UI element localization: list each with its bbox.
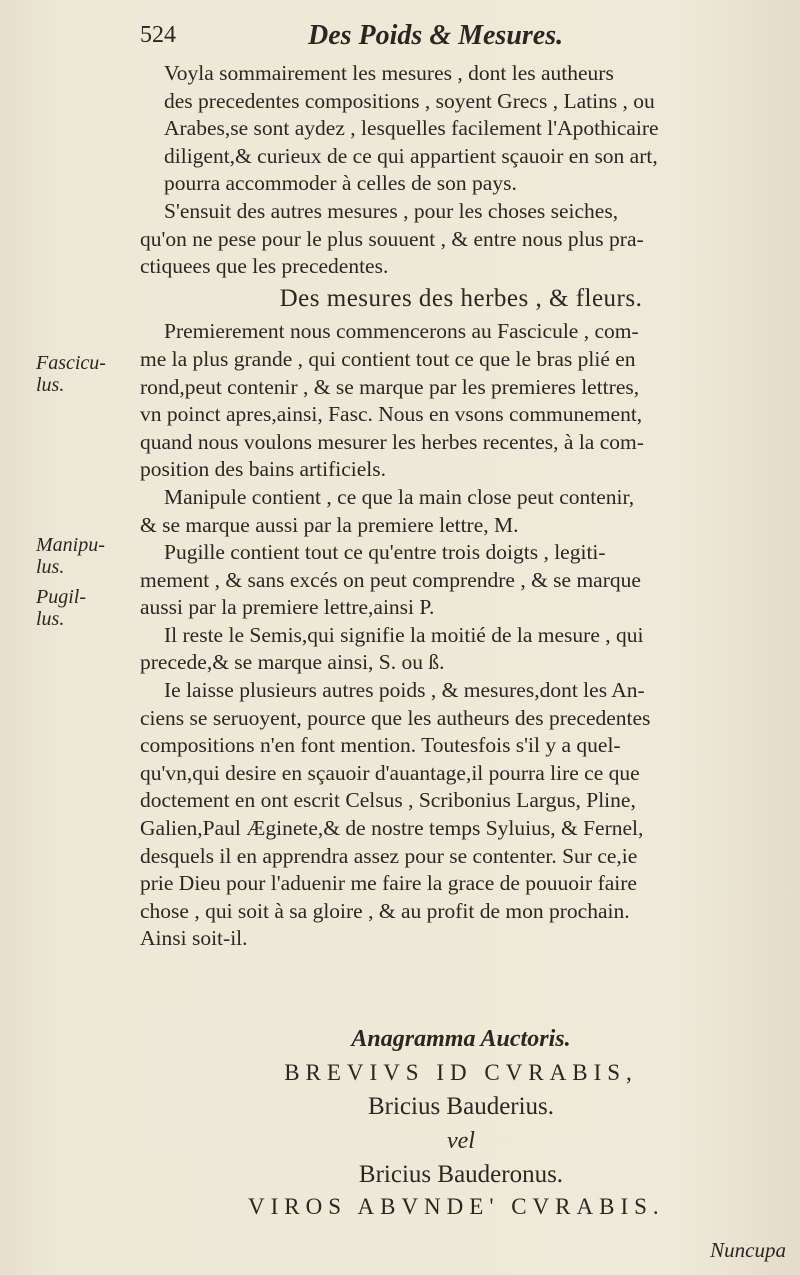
text-line: Pugille contient tout ce qu'entre trois doigts , legiti- [164, 540, 606, 565]
text-line: S'ensuit des autres mesures , pour les choses seiches, [164, 198, 619, 223]
anagram-block [140, 1022, 782, 1222]
anagram-line: VIROS ABVNDE' CVRABIS. [248, 1194, 665, 1219]
page-header [140, 22, 780, 58]
text-line: desquels il en apprendra assez pour se contenter. Sur ce,ie [140, 843, 638, 868]
page-number: 524 [140, 22, 176, 48]
section-heading: Des mesures des herbes , & fleurs. [279, 284, 643, 312]
text-line: & se marque aussi par la premiere lettre, M. [140, 512, 519, 537]
paragraph [140, 318, 782, 484]
text-line: vn poinct apres,ainsi, Fasc. Nous en vsons communement, [140, 402, 643, 427]
text-line: quand nous voulons mesurer les herbes recentes, à la com- [140, 429, 644, 454]
paragraph [140, 677, 782, 953]
text-line: compositions n'en font mention. Toutesfois s'il y a quel- [140, 733, 621, 758]
anagram-vel: vel [447, 1128, 475, 1154]
paragraph [140, 484, 782, 539]
text-line: Voyla sommairement les mesures , dont les autheurs [164, 61, 614, 85]
text-line: pourra accommoder à celles de son pays. [164, 171, 517, 196]
paragraph [140, 198, 782, 281]
text-line: aussi par la premiere lettre,ainsi P. [140, 595, 435, 620]
text-line: ciens se seruoyent, pource que les autheurs des precedentes [140, 705, 651, 730]
anagram-title: Anagramma Auctoris. [351, 1026, 571, 1052]
text-line: Il reste le Semis,qui signifie la moitié de la mesure , qui [164, 622, 644, 647]
text-line: diligent,& curieux de ce qui appartient sçauoir en son art, [164, 143, 658, 168]
text-line: qu'vn,qui desire en sçauoir d'auantage,il pourra lire ce que [140, 760, 640, 785]
text-line: Manipule contient , ce que la main close peut contenir, [164, 484, 635, 509]
text-line: qu'on ne pese pour le plus souuent , & entre nous plus pra- [140, 226, 644, 251]
text-line: Ainsi soit-il. [140, 926, 248, 951]
sidenote-fasciculus [36, 352, 132, 396]
text-line: prie Dieu pour l'aduenir me faire la grace de pouuoir faire [140, 871, 637, 896]
text-line: precede,& se marque ainsi, S. ou ß. [140, 650, 445, 675]
sidenote-line: lus. [36, 608, 65, 630]
text-line: des precedentes compositions , soyent Grecs , Latins , ou [164, 88, 655, 113]
text-line: Premierement nous commencerons au Fascicule , com- [164, 319, 639, 344]
text-line: chose , qui soit à sa gloire , & au profit de mon prochain. [140, 898, 630, 923]
text-line: Ie laisse plusieurs autres poids , & mesures,dont les An- [164, 678, 645, 703]
text-line: position des bains artificiels. [140, 457, 387, 482]
text-line: mement , & sans excés on peut comprendre , & se marque [140, 567, 641, 592]
paragraph [140, 60, 782, 198]
body-text [140, 60, 782, 953]
text-line: doctement en ont escrit Celsus , Scribonius Largus, Pline, [140, 788, 636, 813]
paragraph [140, 539, 782, 622]
text-line: Galien,Paul Æginete,& de nostre temps Syluius, & Fernel, [140, 816, 644, 841]
anagram-line: BREVIVS ID CVRABIS, [284, 1060, 638, 1085]
text-line: Arabes,se sont aydez , lesquelles facilement l'Apothicaire [164, 116, 659, 141]
running-title: Des Poids & Mesures. [308, 20, 564, 51]
sidenote-line: Fascicu- [36, 352, 106, 374]
author-name-alt: Bricius Bauderonus. [358, 1161, 564, 1188]
author-name: Bricius Bauderius. [367, 1093, 555, 1120]
sidenote-pugillus [36, 586, 132, 630]
sidenote-line: Pugil- [36, 586, 86, 608]
text-line: ctiquees que les precedentes. [140, 254, 389, 279]
sidenote-line: lus. [36, 374, 65, 396]
paragraph [140, 622, 782, 677]
catchword: Nuncupa [710, 1238, 786, 1262]
sidenote-line: lus. [36, 556, 65, 578]
text-line: me la plus grande , qui contient tout ce que le bras plié en [140, 346, 636, 371]
sidenote-manipulus [36, 534, 132, 578]
text-line: rond,peut contenir , & se marque par les premieres lettres, [140, 374, 640, 399]
sidenote-line: Manipu- [36, 534, 105, 556]
